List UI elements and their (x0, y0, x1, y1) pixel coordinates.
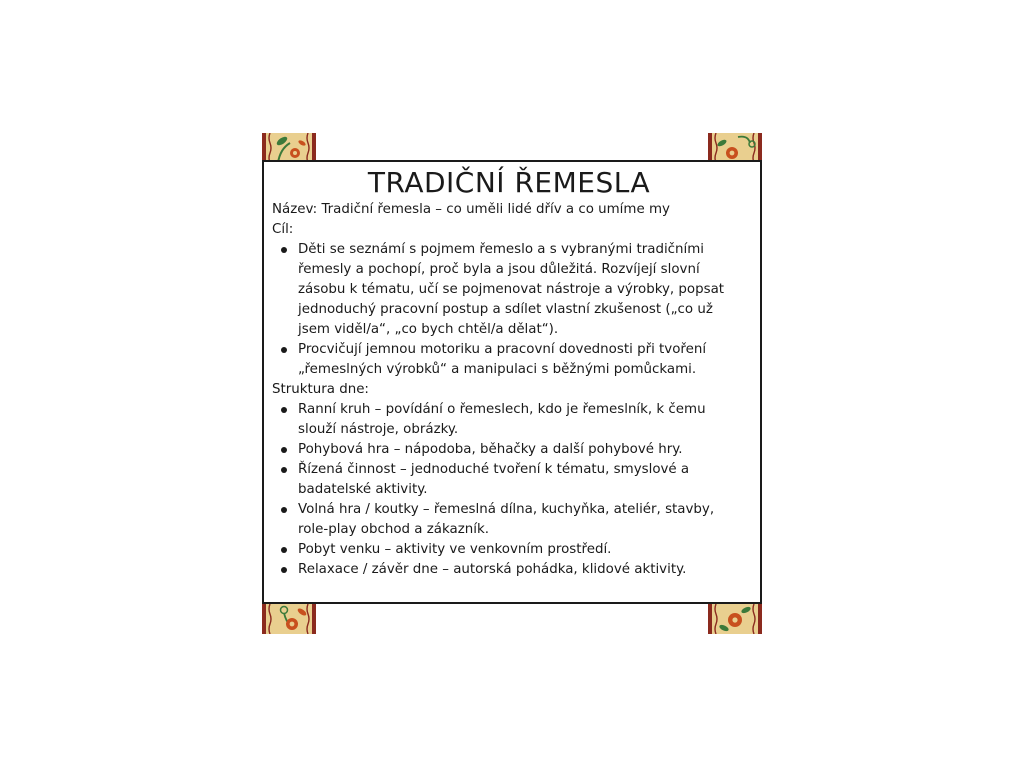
structure-item: Ranní kruh – povídání o řemeslech, kdo je řemeslník, k čemu slouží nástroje, obrázky. (298, 400, 746, 440)
folk-ornament-top-right (708, 133, 762, 163)
structure-item: Volná hra / koutky – řemeslná dílna, kuchyňka, ateliér, stavby, role-play obchod a zákazník. (298, 500, 746, 540)
structure-list (272, 400, 746, 580)
content-box (262, 160, 762, 604)
goal-heading: Cíl: (272, 222, 294, 237)
goal-item: Procvičují jemnou motoriku a pracovní dovednosti při tvoření „řemeslných výrobků“ a manipulaci s běžnými pomůckami. (298, 340, 746, 380)
goal-item: Děti se seznámí s pojmem řemeslo a s vybranými tradičními řemesly a pochopí, proč byla a jsou důležitá. Rozvíjejí slovní zásobu k tématu, učí se pojmenovat nástroje a výrobky, popsat jednoduchý pracovní postup a sdílet vlastní zkušenost („co už jsem viděl/a“, „co bych chtěl/a dělat“). (298, 240, 746, 340)
document-card (262, 133, 762, 634)
structure-item: Řízená činnost – jednoduché tvoření k tématu, smyslové a badatelské aktivity. (298, 460, 746, 500)
structure-item: Pobyt venku – aktivity ve venkovním prostředí. (298, 540, 746, 560)
structure-item: Pohybová hra – nápodoba, běhačky a další pohybové hry. (298, 440, 746, 460)
structure-item: Relaxace / závěr dne – autorská pohádka, klidové aktivity. (298, 560, 746, 580)
folk-ornament-top-left (262, 133, 316, 163)
structure-heading: Struktura dne: (272, 382, 369, 397)
page-title: TRADIČNÍ ŘEMESLA (367, 166, 651, 199)
name-line: Název: Tradiční řemesla – co uměli lidé dřív a co umíme my (272, 202, 670, 217)
goal-list (272, 240, 746, 380)
folk-ornament-bottom-left (262, 604, 316, 634)
folk-ornament-bottom-right (708, 604, 762, 634)
